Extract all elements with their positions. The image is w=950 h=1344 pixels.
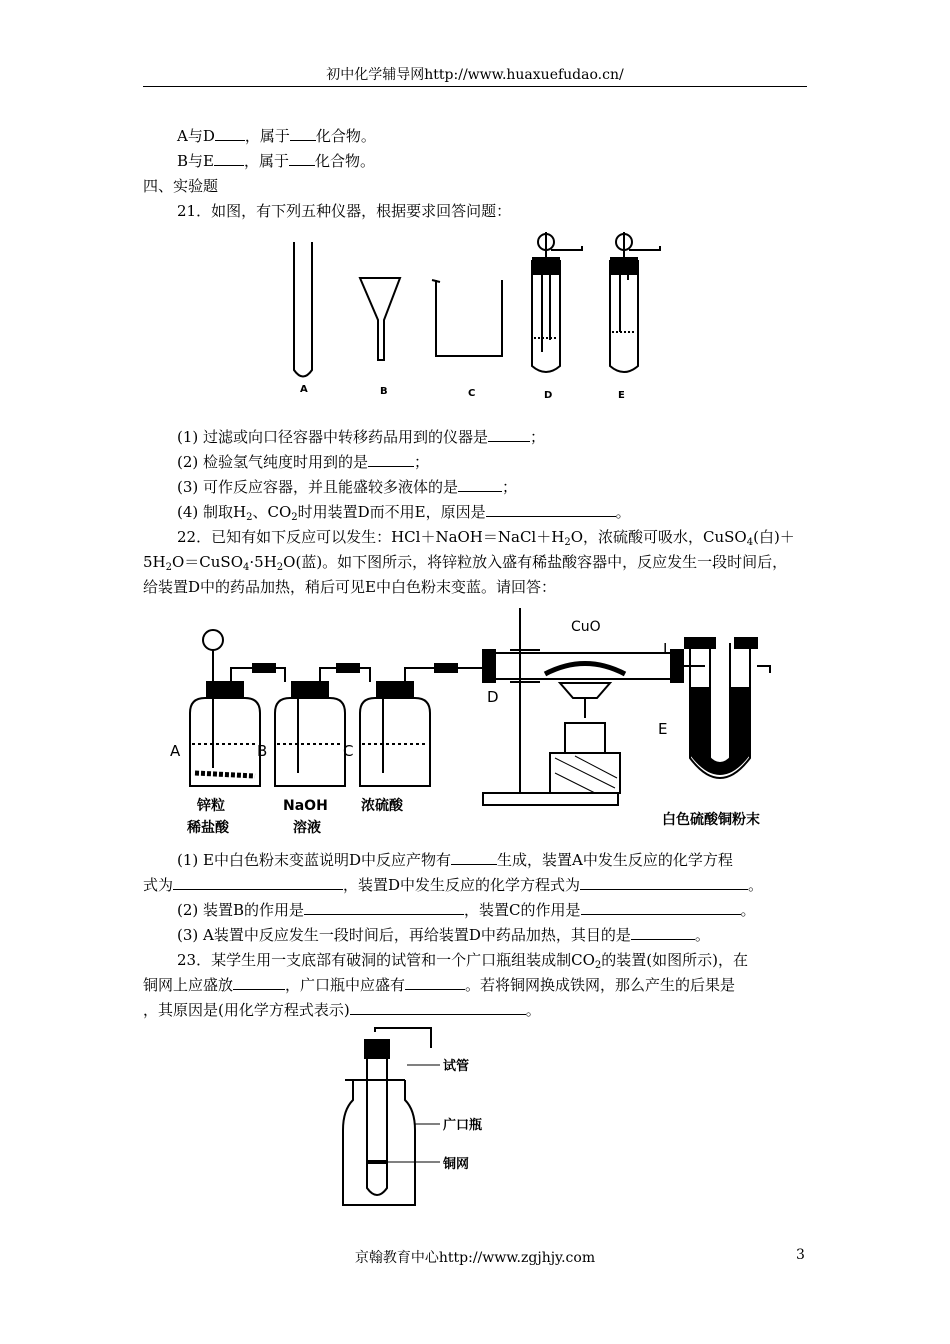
question-23-line2: 铜网上应盛放 ，广口瓶中应盛有 。若将铜网换成铁网，那么产生的后果是 [143, 976, 736, 994]
question-21-4: (4) 制取$H_2$、$CO_2$时用装置D而不用E，原因是 。 [177, 503, 631, 523]
label-cuso4-powder: 白色硫酸铜粉末 [662, 812, 760, 828]
label-zinc: 锌粒 [197, 798, 225, 814]
question-22-3: (3) A装置中反应发生一段时间后，再给装置D中药品加热，其目的是 。 [177, 926, 710, 944]
label-cuo: CuO [571, 619, 601, 635]
question-21-3: (3) 可作反应容器，并且能盛较多液体的是 ； [177, 478, 518, 496]
label-bottle-b: B [257, 742, 268, 760]
question-23: 23．某学生用一支底部有破洞的试管和一个广口瓶组装成制$CO_2$的装置(如图所示)，在 [177, 951, 748, 971]
section-title: 四、实验题 [143, 177, 219, 195]
question-22-1-line2: 式为 ，装置D中发生反应的化学方程式为 。 [143, 876, 764, 894]
label-test-tube: 试管 [443, 1059, 470, 1074]
question-21-1: (1) 过滤或向口径容器中转移药品用到的仪器是 ； [177, 428, 546, 446]
label-d: D [544, 390, 553, 401]
apparatus-figure [165, 598, 795, 843]
label-tube-d: D [487, 688, 499, 706]
page-number: 3 [796, 1247, 805, 1263]
label-bottle-c: C [343, 742, 354, 760]
label-c: C [468, 388, 476, 399]
label-naoh: NaOH [283, 798, 328, 814]
label-bottle-a: A [170, 742, 181, 760]
line-a-d: A与D ，属于 化合物。 [177, 127, 376, 145]
label-copper-net: 铜网 [443, 1157, 470, 1172]
label-dilute-hcl: 稀盐酸 [187, 820, 229, 836]
question-21-2: (2) 检验氢气纯度时用到的是 ； [177, 453, 430, 471]
question-21: 21．如图，有下列五种仪器，根据要求回答问题： [177, 202, 512, 220]
question-22-2: (2) 装置B的作用是 ，装置C的作用是 。 [177, 901, 756, 919]
label-u-tube-e: E [658, 720, 668, 738]
question-22-1: (1) E中白色粉末变蓝说明D中反应产物有 生成，装置A中发生反应的化学方程 [177, 851, 733, 869]
page-header: 初中化学辅导网http://www.huaxuefudao.cn/ [326, 67, 624, 83]
question-22-line2: $5H_2O=CuSO_4\cdot 5H_2O$(蓝)。如下图所示，将锌粒放入盛有稀盐酸容器中，反应发生一段时间后， [143, 553, 788, 573]
line-b-e: B与E ，属于 化合物。 [177, 152, 376, 170]
label-wide-bottle: 广口瓶 [443, 1118, 483, 1133]
page-footer: 京翰教育中心http://www.zgjhjy.com [354, 1250, 596, 1266]
instruments-figure [280, 220, 670, 405]
label-e: E [618, 390, 625, 401]
label-l: L [663, 640, 672, 658]
question-22: 22．已知有如下反应可以发生：$HCl+NaOH=NaCl+H_2O$，浓硫酸可吸水，CuSO$_4$(白)＋ [177, 528, 795, 548]
label-b: B [380, 386, 388, 397]
label-a: A [300, 384, 308, 395]
label-conc-h2so4: 浓硫酸 [361, 798, 403, 814]
question-22-line3: 给装置D中的药品加热，稍后可见E中白色粉末变蓝。请回答： [143, 578, 556, 596]
header-rule [143, 86, 807, 87]
label-solution: 溶液 [293, 820, 321, 836]
question-23-line3: ，其原因是(用化学方程式表示) 。 [143, 1001, 541, 1019]
co2-apparatus-figure [335, 1020, 515, 1210]
